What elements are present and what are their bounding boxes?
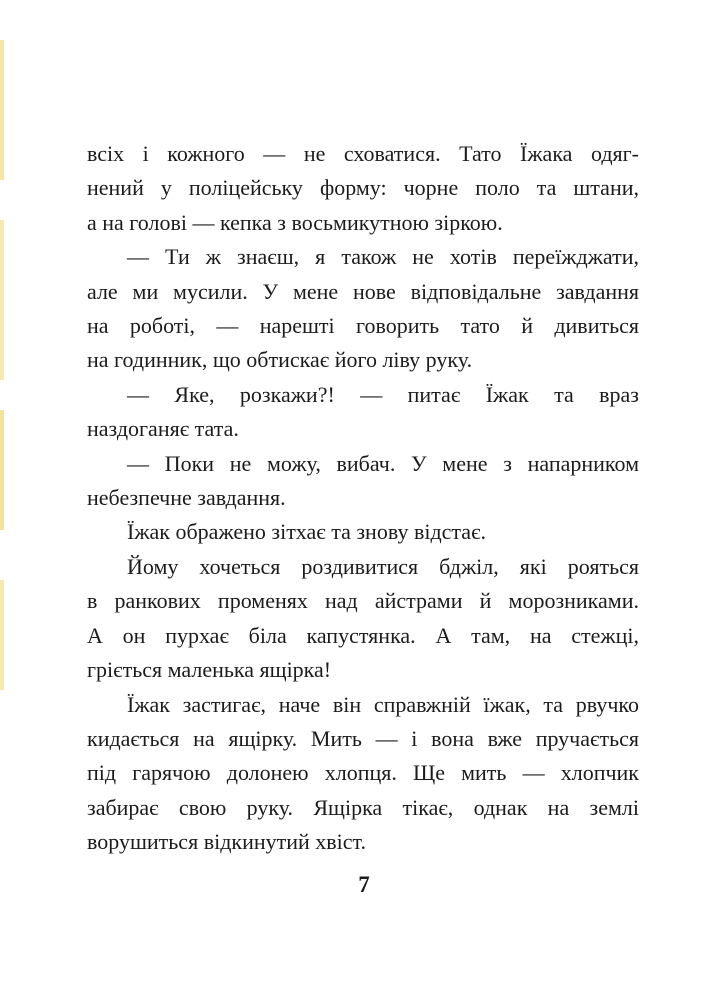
body-text <box>87 137 639 860</box>
page-edge-decoration <box>0 0 4 1000</box>
page-number: 7 <box>358 872 370 897</box>
edge-strip <box>0 40 4 180</box>
text-line: всіх і кожного — не сховатися. Тато Їжака одяг- <box>87 141 639 166</box>
text-line: Їжак ображено зітхає та знову відстає. <box>127 519 487 545</box>
text-line: гріється маленька ящірка! <box>87 657 332 683</box>
edge-strip <box>0 580 4 690</box>
text-line: а на голові — кепка з восьмикутною зіркою. <box>87 209 503 235</box>
text-line: ворушиться відкинутий хвіст. <box>87 829 367 855</box>
text-line: Йому хочеться роздивитися бджіл, які рояться <box>127 553 639 579</box>
text-line: Їжак застигає, наче він справжній їжак, та рвучко <box>127 691 639 717</box>
text-line: в ранкових променях над айстрами й морозниками. <box>87 588 639 614</box>
text-line: — Яке, розкажи?! — питає Їжак та враз <box>127 381 639 407</box>
text-line: на годинник, що обтискає його ліву руку. <box>87 347 473 373</box>
text-line: на роботі, — нарешті говорить тато й дивиться <box>87 313 639 339</box>
text-line: — Поки не можу, вибач. У мене з напарником <box>127 450 639 476</box>
text-line: нений у поліцейську форму: чорне поло та штани, <box>87 175 639 201</box>
text-line: забирає свою руку. Ящірка тікає, однак на землі <box>87 794 639 820</box>
text-line: — Ти ж знаєш, я також не хотів переїжджати, <box>127 244 639 270</box>
text-line: А он пурхає біла капустянка. А там, на стежці, <box>87 622 639 648</box>
text-line: кидається на ящірку. Мить — і вона вже пручається <box>87 725 639 751</box>
text-line: наздоганяє тата. <box>87 416 239 442</box>
text-line: небезпечне завдання. <box>87 485 286 511</box>
text-line: але ми мусили. У мене нове відповідальне завдання <box>87 278 639 304</box>
text-line: під гарячою долонею хлопця. Ще мить — хлопчик <box>87 760 639 786</box>
edge-strip <box>0 220 4 380</box>
edge-strip <box>0 410 4 530</box>
